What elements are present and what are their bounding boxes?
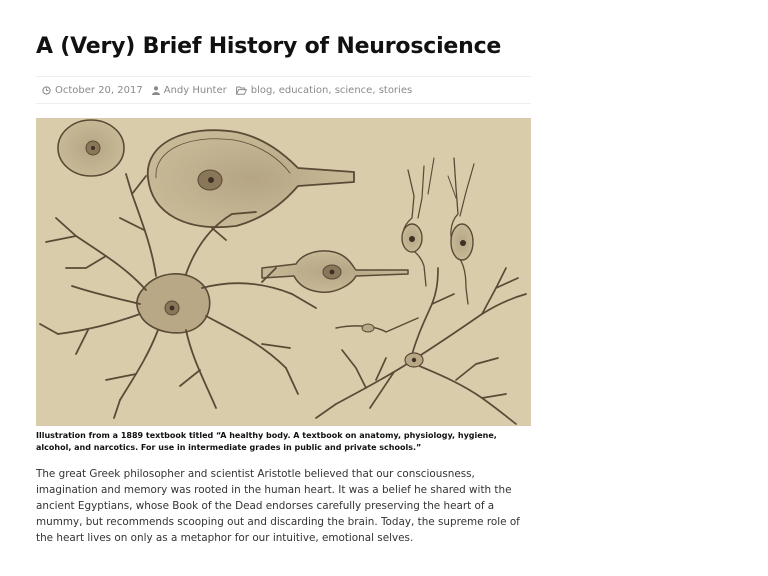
clock-icon (42, 86, 51, 95)
neuron-illustration (36, 118, 531, 426)
post-date-text: October 20, 2017 (55, 84, 143, 96)
user-icon (152, 86, 160, 95)
post-author[interactable] (152, 85, 227, 96)
folder-open-icon (236, 86, 247, 95)
image-caption: Illustration from a 1889 textbook titled “A healthy body. A textbook on anatomy, physiology, hygiene, alcohol, and narcotics. For use in intermediate grades in public and private schools.” (36, 431, 497, 452)
post-meta (36, 76, 531, 104)
category-list (251, 85, 412, 96)
article (36, 30, 531, 556)
category-separator: , (372, 84, 379, 96)
post-date[interactable] (42, 85, 143, 96)
category-link-education[interactable]: education (278, 84, 329, 96)
category-separator: , (328, 84, 335, 96)
category-link-stories[interactable]: stories (378, 84, 413, 96)
body-paragraph: The great Greek philosopher and scientist Aristotle believed that our consciousness, imagination and memory was rooted in the human heart. It was a belief he shared with the ancient Egyptians, whose Book of the Dead endorses carefully preserving the heart of a mummy, but recommends scooping out and discarding the brain. Today, the supreme role of the heart lives on only as a metaphor for our intuitive, emotional selves. (36, 468, 520, 544)
featured-image (36, 118, 531, 426)
category-link-blog[interactable]: blog (250, 84, 273, 96)
post-title[interactable]: A (Very) Brief History of Neuroscience (36, 34, 502, 59)
category-separator: , (272, 84, 279, 96)
post-categories (236, 85, 412, 96)
category-link-science[interactable]: science (334, 84, 373, 96)
post-author-text: Andy Hunter (163, 84, 227, 96)
